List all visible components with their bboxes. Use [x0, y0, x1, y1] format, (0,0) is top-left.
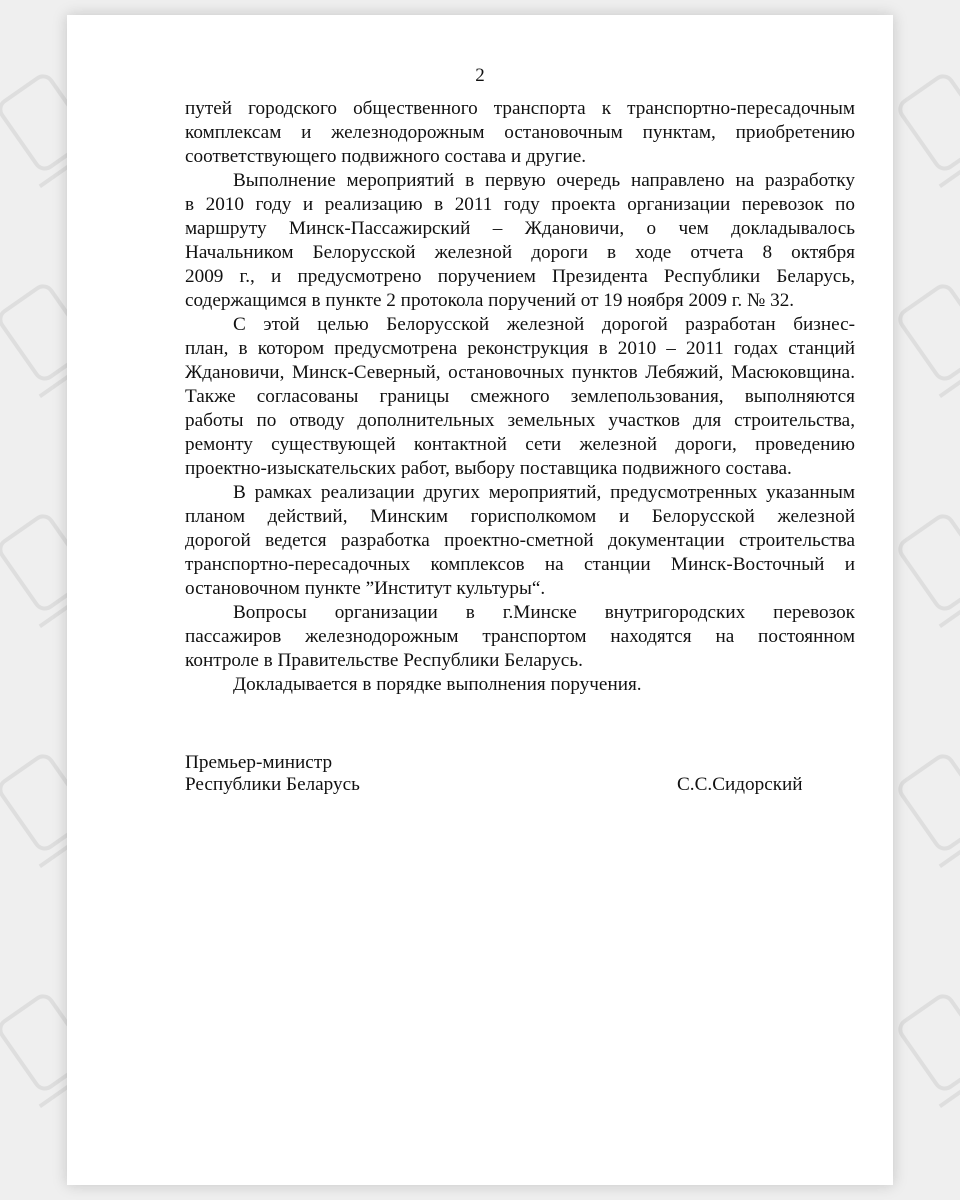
page-number: 2: [475, 65, 485, 86]
signatory-title: [185, 752, 360, 796]
paragraph-line: план, в котором предусмотрена реконструкция в 2010 – 2011 годах станций: [185, 338, 855, 359]
paragraph-line: контроле в Правительстве Республики Беларусь.: [185, 650, 583, 671]
document-body: [185, 97, 855, 697]
paragraph-line: путей городского общественного транспорта к транспортно-пересадочным: [185, 98, 855, 119]
paragraph-line: пассажиров железнодорожным транспортом находятся на постоянном: [185, 626, 855, 647]
paragraph-line: транспортно-пересадочных комплексов на станции Минск-Восточный и: [185, 554, 855, 575]
paragraph-line: работы по отводу дополнительных земельных участков для строительства,: [185, 410, 855, 431]
document-page: [67, 15, 893, 1185]
paragraph-line: дорогой ведется разработка проектно-сметной документации строительства: [185, 530, 855, 551]
paragraph-line: остановочном пункте ”Институт культуры“.: [185, 578, 546, 599]
paragraph-line: в 2010 году и реализацию в 2011 году проекта организации перевозок по: [185, 194, 855, 215]
paragraph-line: Также согласованы границы смежного землепользования, выполняются: [185, 386, 855, 407]
paragraph-line: Ждановичи, Минск-Северный, остановочных пунктов Лебяжий, Масюковщина.: [185, 362, 855, 383]
paragraph-line: Вопросы организации в г.Минске внутригородских перевозок: [233, 602, 855, 623]
paragraph-line: проектно-изыскательских работ, выбору поставщика подвижного состава.: [185, 458, 792, 479]
paragraph-line: комплексам и железнодорожным остановочным пунктам, приобретению: [185, 122, 855, 143]
paragraph-line: 2009 г., и предусмотрено поручением Президента Республики Беларусь,: [185, 266, 855, 287]
paragraph-line: планом действий, Минским горисполкомом и Белорусской железной: [185, 506, 855, 527]
signatory-title-line2: Республики Беларусь: [185, 774, 360, 795]
paragraph-line: содержащимся в пункте 2 протокола поручений от 19 ноября 2009 г. № 32.: [185, 290, 795, 311]
paragraph-line: Выполнение мероприятий в первую очередь направлено на разработку: [233, 170, 855, 191]
paragraph-line: соответствующего подвижного состава и другие.: [185, 146, 587, 167]
paragraph-line: Докладывается в порядке выполнения поручения.: [233, 674, 642, 695]
signatory-name: С.С.Сидорский: [677, 774, 803, 795]
paragraph-line: В рамках реализации других мероприятий, предусмотренных указанным: [233, 482, 855, 503]
paragraph-line: маршруту Минск-Пассажирский – Ждановичи, о чем докладывалось: [185, 218, 855, 239]
paragraph-line: С этой целью Белорусской железной дорогой разработан бизнес-: [233, 314, 855, 335]
paragraph-line: Начальником Белорусской железной дороги в ходе отчета 8 октября: [185, 242, 855, 263]
signatory-title-line1: Премьер-министр: [185, 752, 333, 773]
paragraph-line: ремонту существующей контактной сети железной дороги, проведению: [185, 434, 855, 455]
